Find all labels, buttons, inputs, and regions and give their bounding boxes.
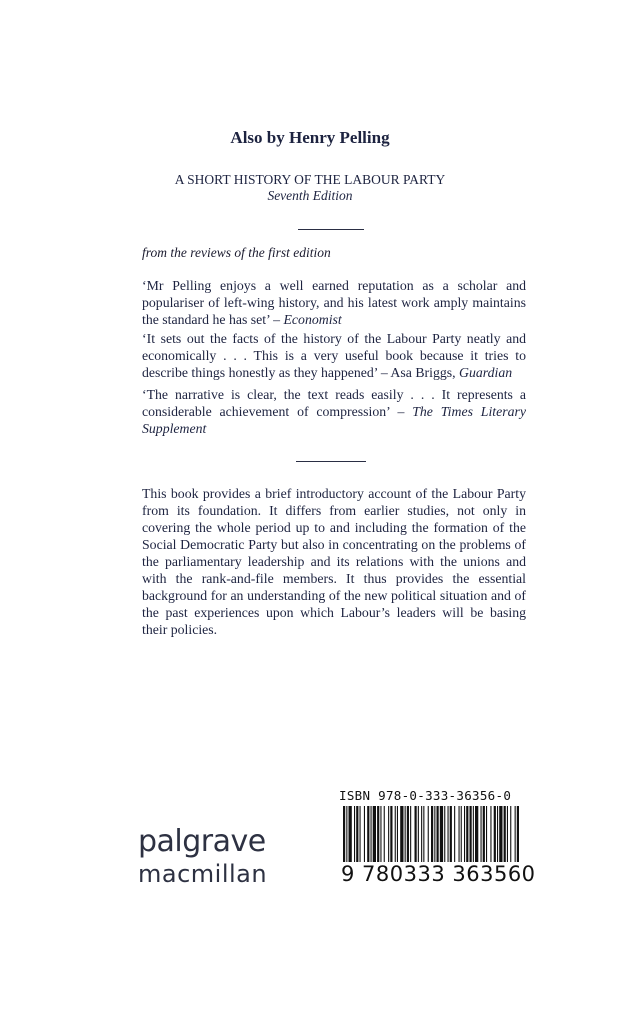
review-quote-text: ‘The narrative is clear, the text reads easily . . . It represents a considerable achievement of compression’ – bbox=[142, 387, 526, 419]
book-title: A SHORT HISTORY OF THE LABOUR PARTY bbox=[174, 172, 446, 187]
reviews-intro: from the reviews of the first edition bbox=[142, 245, 331, 260]
book-blurb: This book provides a brief introductory account of the Labour Party from its foundation. It differs from earlier studies, not only in covering the whole period up to and including the formation of the Social Democratic Party but also in concentrating on the problems of the parliamentary leadership and its relations with the unions and with the rank-and-file members. It thus provides the essential background for an understanding of the new political situation and of the past experiences upon which Labour’s leaders will be basing their policies. bbox=[142, 486, 526, 637]
page-heading: Also by Henry Pelling bbox=[230, 128, 390, 147]
review-quote-text: ‘It sets out the facts of the history of the Labour Party neatly and economically . . . This is a very useful book because it tries to describe things honestly as they happened’ – Asa Briggs, bbox=[142, 331, 526, 380]
publisher-logo-line1: palgrave bbox=[138, 824, 266, 859]
review-quote-source: The Times Literary Supplement bbox=[142, 404, 526, 436]
review-quote-economist bbox=[142, 277, 526, 328]
review-quote-guardian bbox=[142, 330, 526, 381]
review-quote-source: Guardian bbox=[459, 365, 513, 380]
book-edition: Seventh Edition bbox=[267, 188, 353, 203]
review-quote-tls bbox=[142, 386, 526, 437]
isbn-label: ISBN 978-0-333-36356-0 bbox=[339, 788, 512, 803]
review-quote-source: Economist bbox=[283, 312, 342, 327]
divider-top bbox=[298, 229, 364, 230]
review-quote-text: ‘Mr Pelling enjoys a well earned reputation as a scholar and populariser of left-wing history, and his latest work amply maintains the standard he has set’ – bbox=[142, 278, 526, 327]
publisher-logo bbox=[138, 826, 267, 888]
barcode-digits: 9 780333 363560 bbox=[341, 862, 536, 886]
publisher-logo-line2: macmillan bbox=[138, 860, 268, 888]
divider-bottom bbox=[296, 461, 366, 462]
